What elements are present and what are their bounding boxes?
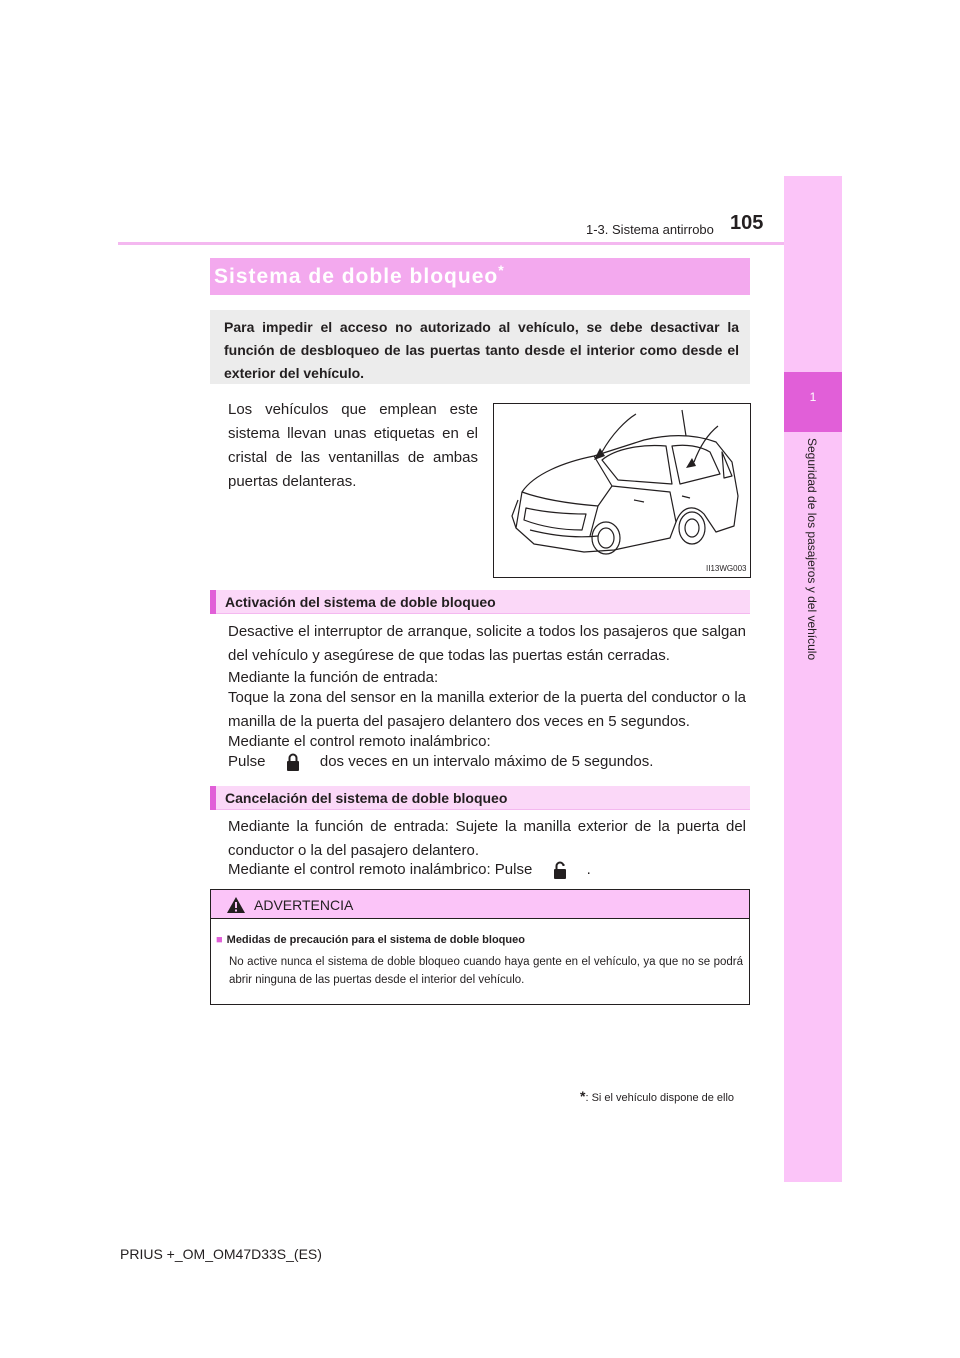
cancellation-remote-post: . (586, 861, 591, 878)
activation-remote-post: dos veces en un intervalo máximo de 5 segundos. (319, 753, 654, 770)
cancellation-entry-text: Mediante la función de entrada: Sujete la manilla exterior de la puerta del conductor o la del pasajero delantero. (228, 818, 746, 859)
figure-code: II13WG003 (706, 564, 747, 573)
warning-body: No active nunca el sistema de doble bloqueo cuando haya gente en el vehículo, ya que no se podrá abrir ninguna de las puertas desde el interior del vehículo. (229, 956, 743, 986)
chapter-number: 1 (809, 390, 817, 404)
footer-code: PRIUS +_OM_OM47D33S_(ES) (120, 1246, 322, 1262)
labels-paragraph: Los vehículos que emplean este sistema llevan unas etiquetas en el cristal de las ventanillas de ambas puertas delanteras. (228, 401, 478, 490)
unlock-icon (553, 860, 567, 880)
square-bullet-icon: ■ (216, 934, 223, 946)
activation-entry-text: Toque la zona del sensor en la manilla exterior de la puerta del conductor o la manilla de la puerta del pasajero delantero dos veces en 5 segundos. (228, 689, 746, 730)
cancellation-remote-pre: Mediante el control remoto inalámbrico: Pulse (228, 861, 533, 878)
chapter-title: Seguridad de los pasajeros y del vehículo (805, 438, 819, 661)
activation-paragraph: Desactive el interruptor de arranque, solicite a todos los pasajeros que salgan del vehículo y asegúrese de que todas las puertas están cerradas. (228, 623, 746, 664)
activation-heading: Activación del sistema de doble bloqueo (225, 594, 496, 610)
car-drawing (494, 404, 750, 577)
activation-entry-label: Mediante la función de entrada: (228, 669, 439, 686)
activation-remote-label: Mediante el control remoto inalámbrico: (228, 733, 491, 750)
cancellation-heading-accent (210, 786, 216, 810)
title-marker: * (498, 262, 505, 278)
warning-subheading: ■ Medidas de precaución para el sistema de doble bloqueo (216, 934, 525, 946)
footnote: *: Si el vehículo dispone de ello (580, 1088, 735, 1104)
lock-icon (286, 752, 300, 772)
page-title: Sistema de doble bloqueo* (214, 262, 505, 288)
warning-icon (226, 896, 246, 914)
cancellation-heading: Cancelación del sistema de doble bloqueo (225, 790, 508, 806)
side-tab (784, 176, 842, 1182)
page-number: 105 (730, 212, 764, 234)
footnote-marker: * (580, 1088, 586, 1104)
intro-text: Para impedir el acceso no autorizado al vehículo, se debe desactivar la función de desbloqueo de las puertas tanto desde el interior como desde el exterior del vehículo. (224, 319, 739, 381)
activation-remote-line (228, 750, 746, 774)
activation-remote-pre: Pulse (228, 753, 266, 770)
car-illustration (493, 403, 751, 578)
header-rule (118, 242, 840, 245)
activation-heading-accent (210, 590, 216, 614)
section-reference: 1-3. Sistema antirrobo (586, 222, 714, 237)
warning-title: ADVERTENCIA (254, 897, 354, 913)
cancellation-remote-line (228, 858, 746, 882)
